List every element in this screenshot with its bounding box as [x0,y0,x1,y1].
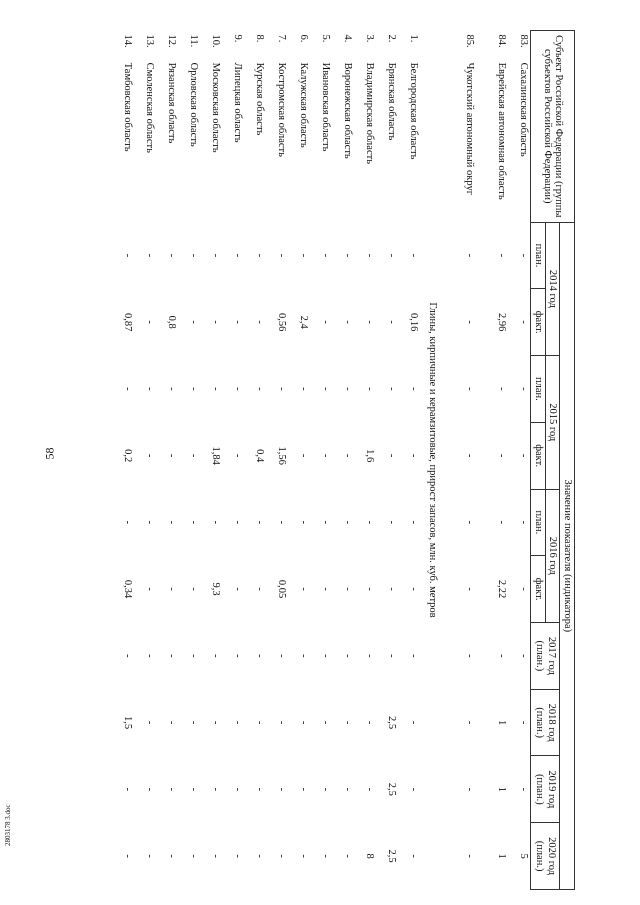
fact-header: факт. [531,422,546,489]
value-cell: - [364,387,376,391]
value-cell: - [144,253,156,258]
value-cell: - [298,520,310,525]
value-cell: - [386,453,398,458]
value-cell: - [232,720,244,725]
value-cell: - [342,720,354,725]
value-cell: - [518,387,530,391]
value-cell: - [210,787,222,792]
footer-file-id: 2803178 3.doc [4,804,12,846]
value-cell: - [298,787,310,792]
value-cell: - [342,787,354,792]
page-number: 58 [42,447,57,460]
value-cell: - [144,387,156,391]
region-name: Белгородская область [408,62,420,160]
value-cell: - [144,587,156,591]
value-cell: - [464,253,476,258]
value-cell: - [320,253,332,258]
value-cell: - [408,787,420,792]
table-row [444,31,476,890]
value-cell: - [496,654,508,658]
value-cell: - [408,587,420,591]
value-cell: - [518,720,530,725]
value-cell: - [464,453,476,458]
value-cell: - [320,453,332,458]
row-number: 2. [386,34,398,43]
value-cell: 1,6 [364,449,376,463]
region-name: Смоленская область [144,62,156,153]
value-cell: - [320,654,332,658]
value-cell: - [320,320,332,324]
row-number: 84. [496,34,508,48]
value-cell: 0,34 [122,579,134,599]
value-cell: - [320,387,332,391]
value-cell: - [166,854,178,858]
value-cell: - [232,253,244,258]
value-cell: 2,4 [298,315,310,329]
value-cell: - [144,720,156,725]
value-cell: - [464,787,476,792]
row-number: 14. [122,34,134,48]
value-cell: - [210,520,222,525]
value-cell: - [298,654,310,658]
value-cell: - [518,654,530,658]
value-cell: - [210,720,222,725]
row-number: 10. [210,34,222,48]
value-cell: - [254,854,266,858]
region-name: Костромская область [276,62,288,157]
value-cell: - [518,520,530,525]
row-number: 13. [144,34,156,48]
value-cell: - [364,587,376,591]
value-cell: - [342,387,354,391]
plan-header: план. [531,356,546,423]
value-cell: 1,56 [276,446,288,465]
value-cell: - [408,720,420,725]
region-name: Владимирская область [364,62,376,164]
table-row [222,31,244,890]
value-cell: - [232,453,244,458]
row-number: 85. [464,34,476,48]
value-cell: - [254,253,266,258]
value-cell: - [232,587,244,591]
value-cell: - [254,587,266,591]
value-cell: - [276,253,288,258]
value-cell: 1,84 [210,446,222,465]
value-cell: 2,5 [386,849,398,863]
value-cell: - [210,387,222,391]
value-cell: - [232,654,244,658]
value-cell: 1 [496,786,508,792]
value-cell: - [320,587,332,591]
value-cell: - [518,787,530,792]
year-2020-header: 2020 год (план.) [531,823,560,890]
value-cell: - [342,587,354,591]
table-body-top [444,31,531,890]
value-cell: 2,5 [386,716,398,730]
value-cell: - [254,787,266,792]
value-cell: - [364,520,376,525]
value-cell: - [298,453,310,458]
value-cell: - [320,720,332,725]
value-cell: - [232,854,244,858]
value-cell: - [144,654,156,658]
value-cell: - [386,387,398,391]
value-cell: - [210,854,222,858]
value-cell: - [166,787,178,792]
year-2018-header: 2018 год (план.) [531,689,560,756]
table-row [476,31,508,890]
value-cell: - [464,320,476,324]
value-cell: - [518,253,530,258]
row-number: 4. [342,34,354,43]
value-cell: - [496,520,508,525]
value-cell: - [188,520,200,525]
value-cell: - [276,720,288,725]
row-number: 6. [298,34,310,43]
value-cell: - [408,520,420,525]
value-cell: - [144,320,156,324]
indicator-table [112,30,575,890]
value-cell: - [464,854,476,858]
value-cell: - [210,253,222,258]
table-header [531,31,575,890]
value-cell: - [464,587,476,591]
value-cell: 5 [518,853,530,859]
value-cell: - [188,587,200,591]
row-number: 7. [276,34,288,43]
table-row [134,31,156,890]
section-title: Глины, кирпичные и керамзитовые, прирост запасов, млн. куб. метров [427,302,439,618]
value-cell: 0,2 [122,449,134,463]
value-cell: - [188,320,200,324]
value-cell: - [276,787,288,792]
indicator-header: Значение показателя (индикатора) [560,222,575,889]
value-cell: - [122,854,134,858]
region-name: Рязанская область [166,62,178,144]
value-cell: - [342,654,354,658]
year-2014-header: 2014 год [545,222,560,355]
table-row [354,31,376,890]
value-cell: - [408,854,420,858]
value-cell: - [364,787,376,792]
value-cell: - [496,387,508,391]
value-cell: - [254,720,266,725]
value-cell: - [122,654,134,658]
table-row [156,31,178,890]
row-number: 83. [518,34,530,48]
row-number: 3. [364,34,376,43]
value-cell: - [188,253,200,258]
table-row [266,31,288,890]
value-cell: - [144,453,156,458]
value-cell: - [518,320,530,324]
row-number: 8. [254,34,266,43]
value-cell: - [364,253,376,258]
plan-header: план. [531,489,546,556]
value-cell: 0,56 [276,312,288,332]
value-cell: - [210,654,222,658]
region-name: Воронежская область [342,62,354,159]
table-row [310,31,332,890]
region-name: Еврейская автономная область [496,62,508,200]
table-body-main [112,31,420,890]
table-row [508,31,531,890]
value-cell: - [298,253,310,258]
value-cell: 2,96 [496,312,508,332]
year-2016-header: 2016 год [545,489,560,622]
value-cell: - [364,654,376,658]
value-cell: - [408,654,420,658]
value-cell: - [298,720,310,725]
value-cell: 1 [496,853,508,859]
value-cell: - [232,387,244,391]
region-name: Ивановская область [320,62,332,152]
value-cell: 1 [496,719,508,726]
region-name: Сахалинская область [518,62,530,157]
value-cell: 0,16 [408,312,420,332]
region-name: Калужская область [298,62,310,148]
value-cell: - [276,387,288,391]
fact-header: факт. [531,289,546,356]
value-cell: - [320,854,332,858]
value-cell: - [122,253,134,258]
value-cell: - [386,587,398,591]
table-row [398,31,420,890]
value-cell: - [166,720,178,725]
row-number: 12. [166,34,178,48]
value-cell: - [464,720,476,725]
subject-header: Субъект Российской Федерации (группы субъектов Российской Федерации) [531,31,575,223]
value-cell: - [276,654,288,658]
value-cell: - [496,453,508,458]
table-row [376,31,398,890]
value-cell: 0,87 [122,312,134,332]
table-row [112,31,134,890]
value-cell: - [144,854,156,858]
value-cell: - [518,587,530,591]
value-cell: - [276,854,288,858]
row-number: 11. [188,34,200,48]
region-name: Московская область [210,62,222,153]
value-cell: - [122,520,134,525]
value-cell: - [320,787,332,792]
table-row [332,31,354,890]
value-cell: - [254,520,266,525]
section-body [420,31,444,890]
value-cell: 1,5 [122,716,134,730]
value-cell: - [210,320,222,324]
value-cell: - [298,854,310,858]
value-cell: 2,22 [496,579,508,599]
table-row [178,31,200,890]
value-cell: 8 [364,853,376,859]
value-cell: - [518,453,530,458]
value-cell: - [342,453,354,458]
year-2015-header: 2015 год [545,356,560,489]
value-cell: - [386,654,398,658]
value-cell: - [320,520,332,525]
value-cell: - [166,453,178,458]
value-cell: - [342,854,354,858]
value-cell: - [386,520,398,525]
value-cell: - [144,520,156,525]
region-name: Липецкая область [232,62,244,143]
value-cell: - [144,787,156,792]
value-cell: - [232,520,244,525]
value-cell: - [166,253,178,258]
table-row [200,31,222,890]
value-cell: - [408,453,420,458]
value-cell: - [464,520,476,525]
value-cell: - [254,320,266,324]
value-cell: 9,3 [210,582,222,596]
plan-header: план. [531,222,546,289]
year-2017-header: 2017 год (план.) [531,622,560,689]
value-cell: - [364,720,376,725]
value-cell: - [122,387,134,391]
value-cell: - [342,320,354,324]
region-name: Орловская область [188,62,200,147]
value-cell: - [464,654,476,658]
value-cell: - [188,854,200,858]
value-cell: - [188,720,200,725]
value-cell: - [496,253,508,258]
value-cell: - [232,787,244,792]
row-number: 5. [320,34,332,43]
region-name: Курская область [254,62,266,136]
value-cell: - [166,387,178,391]
value-cell: - [386,320,398,324]
value-cell: - [254,387,266,391]
row-number: 1. [408,34,420,43]
value-cell: - [166,520,178,525]
value-cell: - [298,387,310,391]
value-cell: - [342,253,354,258]
value-cell: 0,4 [254,449,266,463]
value-cell: - [364,320,376,324]
value-cell: - [188,654,200,658]
rotated-table-container [55,30,575,890]
value-cell: - [342,520,354,525]
value-cell: 0,8 [166,315,178,329]
value-cell: - [166,654,178,658]
value-cell: - [122,787,134,792]
region-name: Брянская область [386,62,398,141]
value-cell: - [464,387,476,391]
value-cell: - [298,587,310,591]
value-cell: 0,05 [276,579,288,599]
value-cell: - [166,587,178,591]
region-name: Чукотский автономный округ [464,62,476,196]
row-number: 9. [232,34,244,43]
value-cell: - [232,320,244,324]
region-name: Тамбовская область [122,62,134,152]
value-cell: - [386,253,398,258]
value-cell: - [254,654,266,658]
value-cell: 2,5 [386,782,398,796]
fact-header: факт. [531,556,546,623]
value-cell: - [188,453,200,458]
table-row [288,31,310,890]
value-cell: - [188,787,200,792]
value-cell: - [188,387,200,391]
table-row [244,31,266,890]
year-2019-header: 2019 год (план.) [531,756,560,823]
value-cell: - [408,387,420,391]
value-cell: - [408,253,420,258]
value-cell: - [276,520,288,525]
